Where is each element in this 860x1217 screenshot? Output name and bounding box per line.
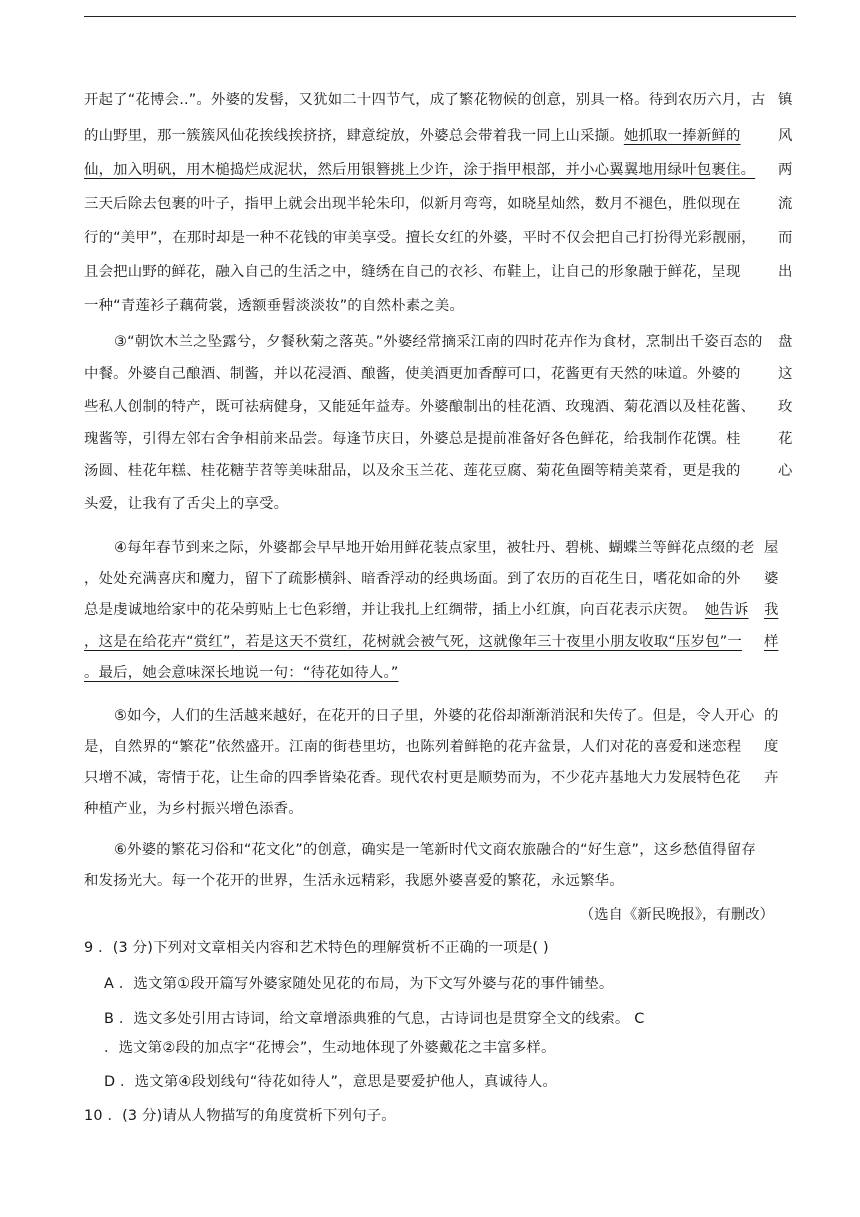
margin-char: 出 (778, 264, 793, 280)
text-line: 是，自然界的“繁花”依然盛开。江南的街巷里坊，也陈列着鲜艳的花卉盆景，人们对花的喜爱和迷恋程 (84, 739, 742, 755)
text-line: ③“朝饮木兰之坠露兮，夕餐秋菊之落英。”外婆经常摘采江南的四时花卉作为食材，烹制出千姿百态的 (114, 334, 763, 350)
option-a[interactable]: A ．选文第①段开篇写外婆家随处见花的布局，为下文写外婆与花的事件铺垫。 (104, 976, 614, 992)
underlined-sentence: 她抓取一捧新鲜的 (623, 128, 741, 144)
margin-char: 屋 (764, 540, 779, 556)
text-line: 头爱，让我有了舌尖上的享受。 (84, 496, 289, 512)
margin-char: 我 (764, 602, 779, 618)
text-line: ④每年春节到来之际，外婆都会早早地开始用鲜花装点家里，被牡丹、碧桃、蝴蝶兰等鲜花点缀的老 (114, 540, 755, 556)
text-line: 种植产业，为乡村振兴增色添香。 (84, 801, 303, 817)
text-line: 汤圆、桂花年糕、桂花糖芋苕等美味甜品，以及氽玉兰花、莲花豆腐、菊花鱼圈等精美菜肴，更是我的 (84, 463, 741, 479)
text-line: 。最后，她会意味深长地说一句：“待花如待人。” (84, 665, 399, 681)
text-line: 开起了“花博会..”。外婆的发髻，又犹如二十四节气，成了繁花物候的创意，别具一格。待到农历六月，古 (84, 92, 766, 108)
text-line: 行的“美甲”，在那时却是一种不花钱的审美享受。擅长女红的外婆，平时不仅会把自己打扮得光彩靓丽， (84, 230, 756, 246)
question-stem: 9 ．(3 分)下列对文章相关内容和艺术特色的理解赏析不正确的一项是( ) (84, 940, 549, 956)
underlined-sentence: ，这是在给花卉“赏红”，若是这天不赏红，花树就会被气死，这就像年三十夜里小朋友收取“压岁包”一 (84, 634, 743, 650)
source-citation: （选自《新民晚报》，有删改） (579, 907, 774, 923)
margin-char: 流 (778, 196, 793, 212)
text-line: 的山野里，那一簇簇风仙花挨线挨挤挤，肆意绽放，外婆总会带着我一同上山采撷。她抓取一捧新鲜的 (84, 128, 741, 144)
text-line: 瑰酱等，引得左邻右舍争相前来品尝。每逢节庆日，外婆总是提前准备好各色鲜花，给我制作花馔。桂 (84, 431, 741, 447)
underlined-sentence: 她告诉 (704, 602, 749, 618)
underlined-quote: “待花如待人。” (302, 665, 399, 681)
text-line: 只增不减，寄情于花，让生命的四季皆染花香。现代农村更是顺势而为，不少花卉基地大力发展特色花 (84, 770, 741, 786)
option-c[interactable]: ．选文第②段的加点字“花博会”，生动地体现了外婆戴花之丰富多样。 (104, 1040, 556, 1056)
text-line: 和发扬光大。每一个花开的世界，生活永远精彩，我愿外婆喜爱的繁花，永远繁华。 (84, 873, 624, 889)
margin-char: 玫 (778, 399, 793, 415)
margin-char: 卉 (764, 770, 779, 786)
margin-char: 样 (764, 634, 779, 650)
header-rule (84, 16, 796, 17)
margin-char: 镇 (778, 92, 793, 108)
text-line: 一种“青莲衫子藕荷裳，透额垂髫淡淡妆”的自然朴素之美。 (84, 298, 465, 314)
option-b[interactable]: B ．选文多处引用古诗词，给文章增添典雅的气息，古诗词也是贯穿全文的线索。 C (104, 1011, 645, 1027)
margin-char: 风 (778, 128, 793, 144)
text-line: ⑥外婆的繁花习俗和“花文化”的创意，确实是一笔新时代文商农旅融合的“好生意”，这乡愁值得留存 (114, 842, 756, 858)
text-line: ，处处充满喜庆和魔力，留下了疏影横斜、暗香浮动的经典场面。到了农历的百花生日，嗜花如命的外 (84, 571, 741, 587)
text-line: 些私人创制的特产，既可祛病健身，又能延年益寿。外婆酿制出的桂花酒、玫瑰酒、菊花酒以及桂花酱、 (84, 399, 756, 415)
underlined-sentence: 仙，加入明矾，用木槌捣烂成泥状，然后用银簪挑上少许，涂于指甲根部，并小心翼翼地用绿叶包裹住。 (84, 162, 756, 178)
text-line: ⑤如今，人们的生活越来越好，在花开的日子里，外婆的花俗却渐渐消泯和失传了。但是，令人开心 (114, 708, 755, 724)
option-d[interactable]: D ．选文第④段划线句“待花如待人”，意思是要爱护他人，真诚待人。 (104, 1074, 558, 1090)
text-line: 总是虔诚地给家中的花朵剪贴上七色彩缯，并让我扎上红绸带，插上小红旗，向百花表示庆贺。 她告诉 (84, 602, 749, 618)
margin-char: 心 (778, 463, 793, 479)
margin-char: 盘 (778, 334, 793, 350)
text-line: 中餐。外婆自己酿酒、制酱，并以花浸酒、酿酱，使美酒更加香醇可口，花酱更有天然的味道。外婆的 (84, 366, 741, 382)
margin-char: 度 (764, 739, 779, 755)
margin-char: 花 (778, 431, 793, 447)
margin-char: 婆 (764, 571, 779, 587)
margin-char: 这 (778, 366, 793, 382)
margin-char: 两 (778, 162, 793, 178)
text-line: 三天后除去包裹的叶子，指甲上就会出现半轮朱印，似新月弯弯，如晓星灿然，数月不褪色，胜似现在 (84, 196, 741, 212)
text-line: 且会把山野的鲜花，融入自己的生活之中，缝绣在自己的衣衫、布鞋上，让自己的形象融于鲜花，呈现 (84, 264, 741, 280)
margin-char: 的 (764, 708, 779, 724)
margin-char: 而 (778, 230, 793, 246)
question-stem: 10 ．(3 分)请从人物描写的角度赏析下列句子。 (84, 1108, 396, 1124)
